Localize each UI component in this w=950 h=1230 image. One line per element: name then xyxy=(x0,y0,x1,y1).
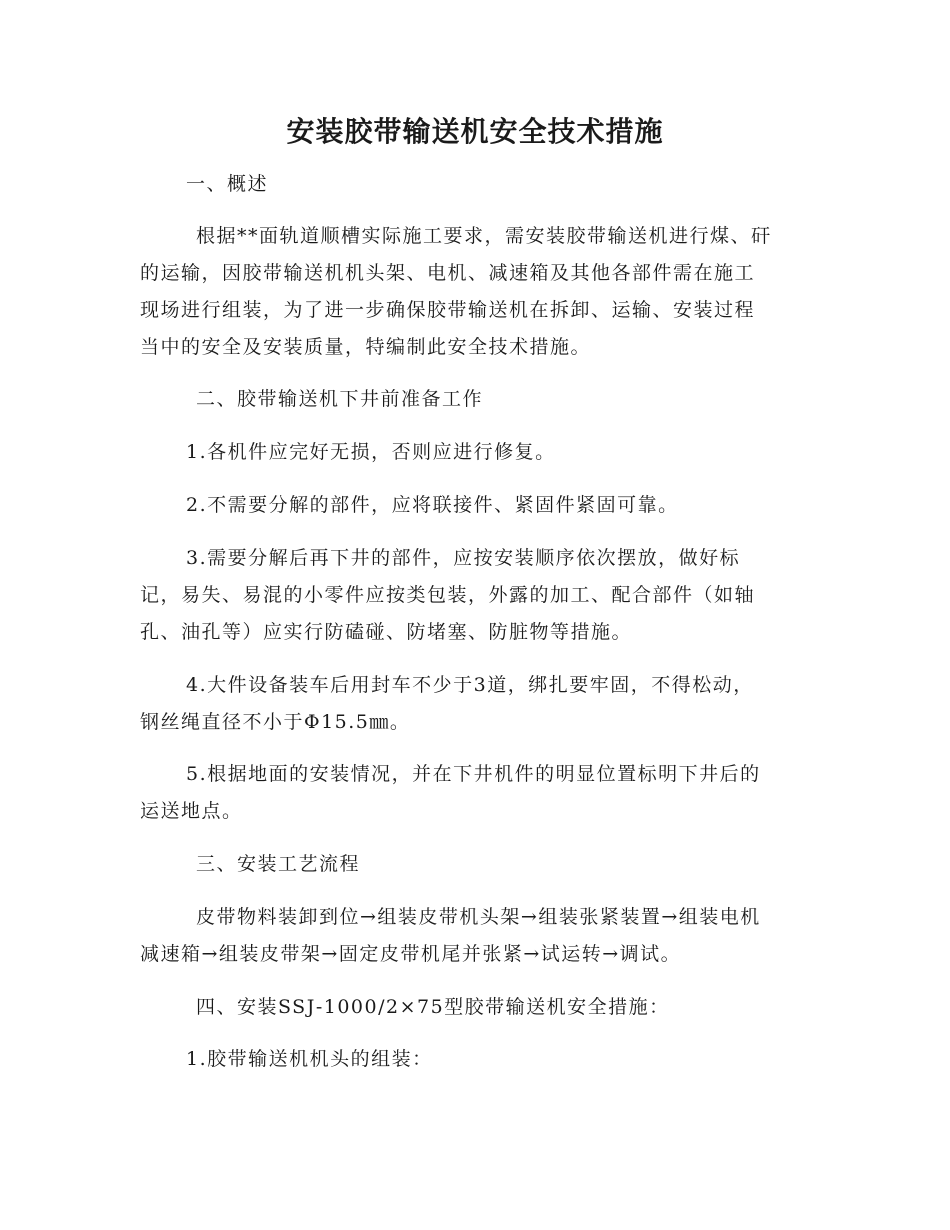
section-3-heading: 三、安装工艺流程 xyxy=(196,853,361,875)
section-4-heading: 四、安装SSJ-1000/2×75型胶带输送机安全措施： xyxy=(196,996,670,1018)
item-2-4-line-1: 4.大件设备装车后用封车不少于3道，绑扎要牢固，不得松动， xyxy=(186,674,754,696)
item-4-1: 1.胶带输送机机头的组装： xyxy=(186,1048,433,1070)
item-2-5-line-2: 运送地点。 xyxy=(140,800,243,822)
document-title: 安装胶带输送机安全技术措施 xyxy=(286,115,664,148)
item-2-4-line-2: 钢丝绳直径不小于Φ15.5㎜。 xyxy=(140,711,411,733)
overview-line-4: 当中的安全及安装质量，特编制此安全技术措施。 xyxy=(140,336,592,358)
overview-line-3: 现场进行组装，为了进一步确保胶带输送机在拆卸、运输、安装过程 xyxy=(140,299,756,321)
section-2-heading: 二、胶带输送机下井前准备工作 xyxy=(196,388,484,410)
flow-line-1: 皮带物料装卸到位→组装皮带机头架→组装张紧装置→组装电机 xyxy=(196,906,761,928)
item-2-2: 2.不需要分解的部件，应将联接件、紧固件紧固可靠。 xyxy=(186,494,679,516)
overview-line-2: 的运输，因胶带输送机机头架、电机、减速箱及其他各部件需在施工 xyxy=(140,262,756,284)
item-2-5-line-1: 5.根据地面的安装情况，并在下井机件的明显位置标明下井后的 xyxy=(186,763,761,785)
item-2-1: 1.各机件应完好无损，否则应进行修复。 xyxy=(186,441,556,463)
item-2-3-line-1: 3.需要分解后再下井的部件，应按安装顺序依次摆放，做好标 xyxy=(186,547,741,569)
item-2-3-line-2: 记，易失、易混的小零件应按类包装，外露的加工、配合部件（如轴 xyxy=(140,584,756,606)
item-2-3-line-3: 孔、油孔等）应实行防磕碰、防堵塞、防脏物等措施。 xyxy=(140,621,633,643)
flow-line-2: 减速箱→组装皮带架→固定皮带机尾并张紧→试运转→调试。 xyxy=(140,943,682,965)
overview-line-1: 根据**面轨道顺槽实际施工要求，需安装胶带输送机进行煤、矸 xyxy=(196,225,772,247)
section-1-heading: 一、概述 xyxy=(186,173,269,195)
